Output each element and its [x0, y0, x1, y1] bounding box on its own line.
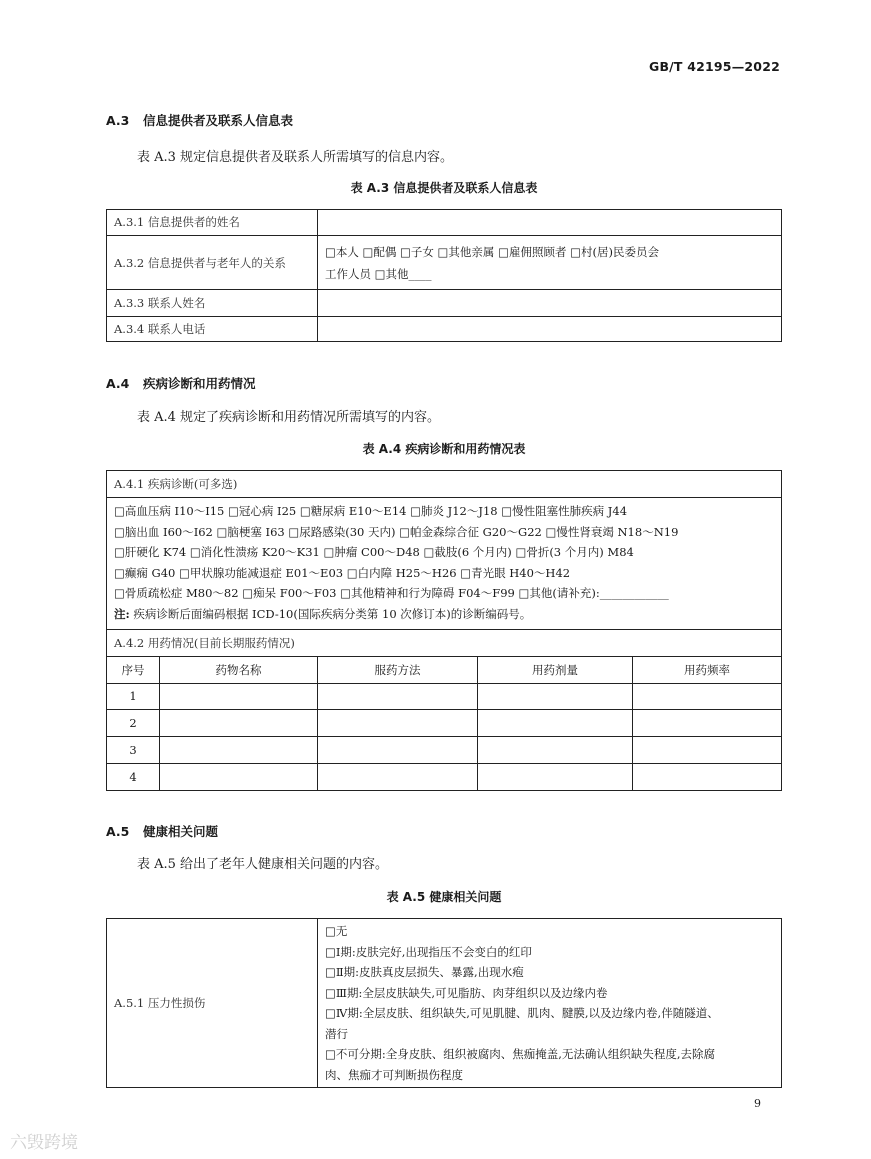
table-row — [107, 290, 782, 317]
cell[interactable] — [478, 684, 633, 710]
section-number: A.3 — [106, 113, 130, 128]
row-label: A.3.2 信息提供者与老年人的关系 — [107, 236, 318, 290]
relationship-line: 工作人员 □其他____ — [325, 266, 432, 281]
table-row — [107, 317, 782, 342]
cell[interactable] — [318, 710, 478, 737]
section-title: 疾病诊断和用药情况 — [143, 376, 256, 391]
option-line: 肉、焦痂才可判断损伤程度 — [325, 1067, 463, 1082]
medication-header: A.4.2 用药情况(目前长期服药情况) — [107, 630, 782, 657]
column-header: 用药剂量 — [478, 657, 633, 684]
section-a4-intro: 表 A.4 规定了疾病诊断和用药情况所需填写的内容。 — [137, 410, 441, 425]
cell[interactable] — [633, 764, 782, 791]
cell[interactable] — [633, 710, 782, 737]
diagnosis-line: □骨质疏松症 M80～82 □痴呆 F00～F03 □其他精神和行为障碍 F04～F99 □其他(请补充):____________ — [114, 586, 669, 600]
diagnosis-header: A.4.1 疾病诊断(可多选) — [107, 471, 782, 498]
diagnosis-line: □肝硬化 K74 □消化性溃疡 K20～K31 □肿瘤 C00～D48 □截肢(6 个月内) □骨折(3 个月内) M84 — [114, 545, 634, 559]
option-line: 潜行 — [325, 1026, 348, 1041]
table-a3-caption: 表 A.3 信息提供者及联系人信息表 — [350, 181, 538, 195]
diagnosis-line: □癫痫 G40 □甲状腺功能减退症 E01～E03 □白内障 H25～H26 □青光眼 H40～H42 — [114, 565, 571, 580]
table-row — [107, 710, 782, 737]
column-header: 药物名称 — [160, 657, 318, 684]
note-label: 注: — [114, 606, 130, 621]
option-line: □Ⅲ期:全层皮肤缺失,可见脂肪、肉芽组织以及边缘内卷 — [325, 985, 608, 1000]
cell[interactable] — [318, 684, 478, 710]
section-a4-heading — [106, 374, 256, 392]
section-title: 健康相关问题 — [143, 824, 219, 839]
option-line: □Ⅱ期:皮肤真皮层损失、暴露,出现水疱 — [325, 965, 524, 979]
option-line: □Ⅳ期:全层皮肤、组织缺失,可见肌腱、肌肉、腱膜,以及边缘内卷,伴随隧道、 — [325, 1006, 719, 1020]
cell[interactable] — [478, 764, 633, 791]
row-label: A.3.4 联系人电话 — [107, 317, 318, 342]
table-row — [107, 764, 782, 791]
table-a4 — [106, 470, 782, 791]
column-header: 用药频率 — [633, 657, 782, 684]
table-a4-caption: 表 A.4 疾病诊断和用药情况表 — [362, 442, 526, 456]
cell[interactable] — [318, 764, 478, 791]
provider-name-cell[interactable] — [318, 210, 782, 236]
table-row — [107, 737, 782, 764]
table-a3 — [106, 209, 782, 342]
option-line: □Ⅰ期:皮肤完好,出现指压不会变白的红印 — [325, 944, 532, 959]
note-text: 疾病诊断后面编码根据 ICD-10(国际疾病分类第 10 次修订本)的诊断编码号。 — [133, 606, 532, 621]
column-header: 序号 — [107, 657, 160, 684]
row-number: 4 — [107, 764, 160, 791]
cell[interactable] — [478, 710, 633, 737]
row-number: 1 — [107, 684, 160, 710]
diagnosis-line: □脑出血 I60～I62 □脑梗塞 I63 □尿路感染(30 天内) □帕金森综合征 G20～G22 □慢性肾衰竭 N18～N19 — [114, 524, 679, 539]
section-number: A.4 — [106, 376, 130, 391]
cell[interactable] — [478, 737, 633, 764]
table-row — [107, 630, 782, 657]
column-header: 服药方法 — [318, 657, 478, 684]
contact-name-cell[interactable] — [318, 290, 782, 317]
diagnosis-note — [114, 604, 774, 625]
section-a5-heading — [106, 822, 218, 840]
table-row — [107, 236, 782, 290]
diagnosis-options[interactable] — [107, 498, 782, 630]
cell[interactable] — [160, 710, 318, 737]
row-label: A.3.3 联系人姓名 — [107, 290, 318, 317]
cell[interactable] — [633, 737, 782, 764]
row-number: 2 — [107, 710, 160, 737]
relationship-line: □本人 □配偶 □子女 □其他亲属 □雇佣照顾者 □村(居)民委员会 — [325, 244, 659, 259]
cell[interactable] — [318, 737, 478, 764]
section-title: 信息提供者及联系人信息表 — [143, 113, 294, 128]
option-line: □不可分期:全身皮肤、组织被腐肉、焦痂掩盖,无法确认组织缺失程度,去除腐 — [325, 1047, 716, 1061]
table-a5 — [106, 918, 782, 1088]
table-row — [107, 210, 782, 236]
section-a5-intro: 表 A.5 给出了老年人健康相关问题的内容。 — [137, 857, 389, 872]
standard-number: GB/T 42195—2022 — [648, 59, 780, 74]
diagnosis-line: □高血压病 I10～I15 □冠心病 I25 □糖尿病 E10～E14 □肺炎 J12～J18 □慢性阻塞性肺疾病 J44 — [114, 504, 628, 518]
pressure-injury-options[interactable] — [318, 919, 782, 1088]
table-row — [107, 498, 782, 630]
table-header-row — [107, 657, 782, 684]
section-number: A.5 — [106, 824, 130, 839]
row-label: A.5.1 压力性损伤 — [107, 919, 318, 1088]
option-line: □无 — [325, 924, 348, 938]
row-label: A.3.1 信息提供者的姓名 — [107, 210, 318, 236]
table-row — [107, 471, 782, 498]
cell[interactable] — [160, 764, 318, 791]
watermark: 六毁跨境 — [10, 1133, 78, 1153]
relationship-options[interactable] — [318, 236, 782, 290]
section-a3-heading — [106, 111, 293, 129]
section-a3-intro: 表 A.3 规定信息提供者及联系人所需填写的信息内容。 — [137, 150, 454, 165]
contact-phone-cell[interactable] — [318, 317, 782, 342]
page-number: 9 — [754, 1097, 761, 1110]
cell[interactable] — [633, 684, 782, 710]
cell[interactable] — [160, 684, 318, 710]
table-row — [107, 919, 782, 1088]
table-a5-caption: 表 A.5 健康相关问题 — [386, 890, 502, 904]
cell[interactable] — [160, 737, 318, 764]
row-number: 3 — [107, 737, 160, 764]
table-row — [107, 684, 782, 710]
